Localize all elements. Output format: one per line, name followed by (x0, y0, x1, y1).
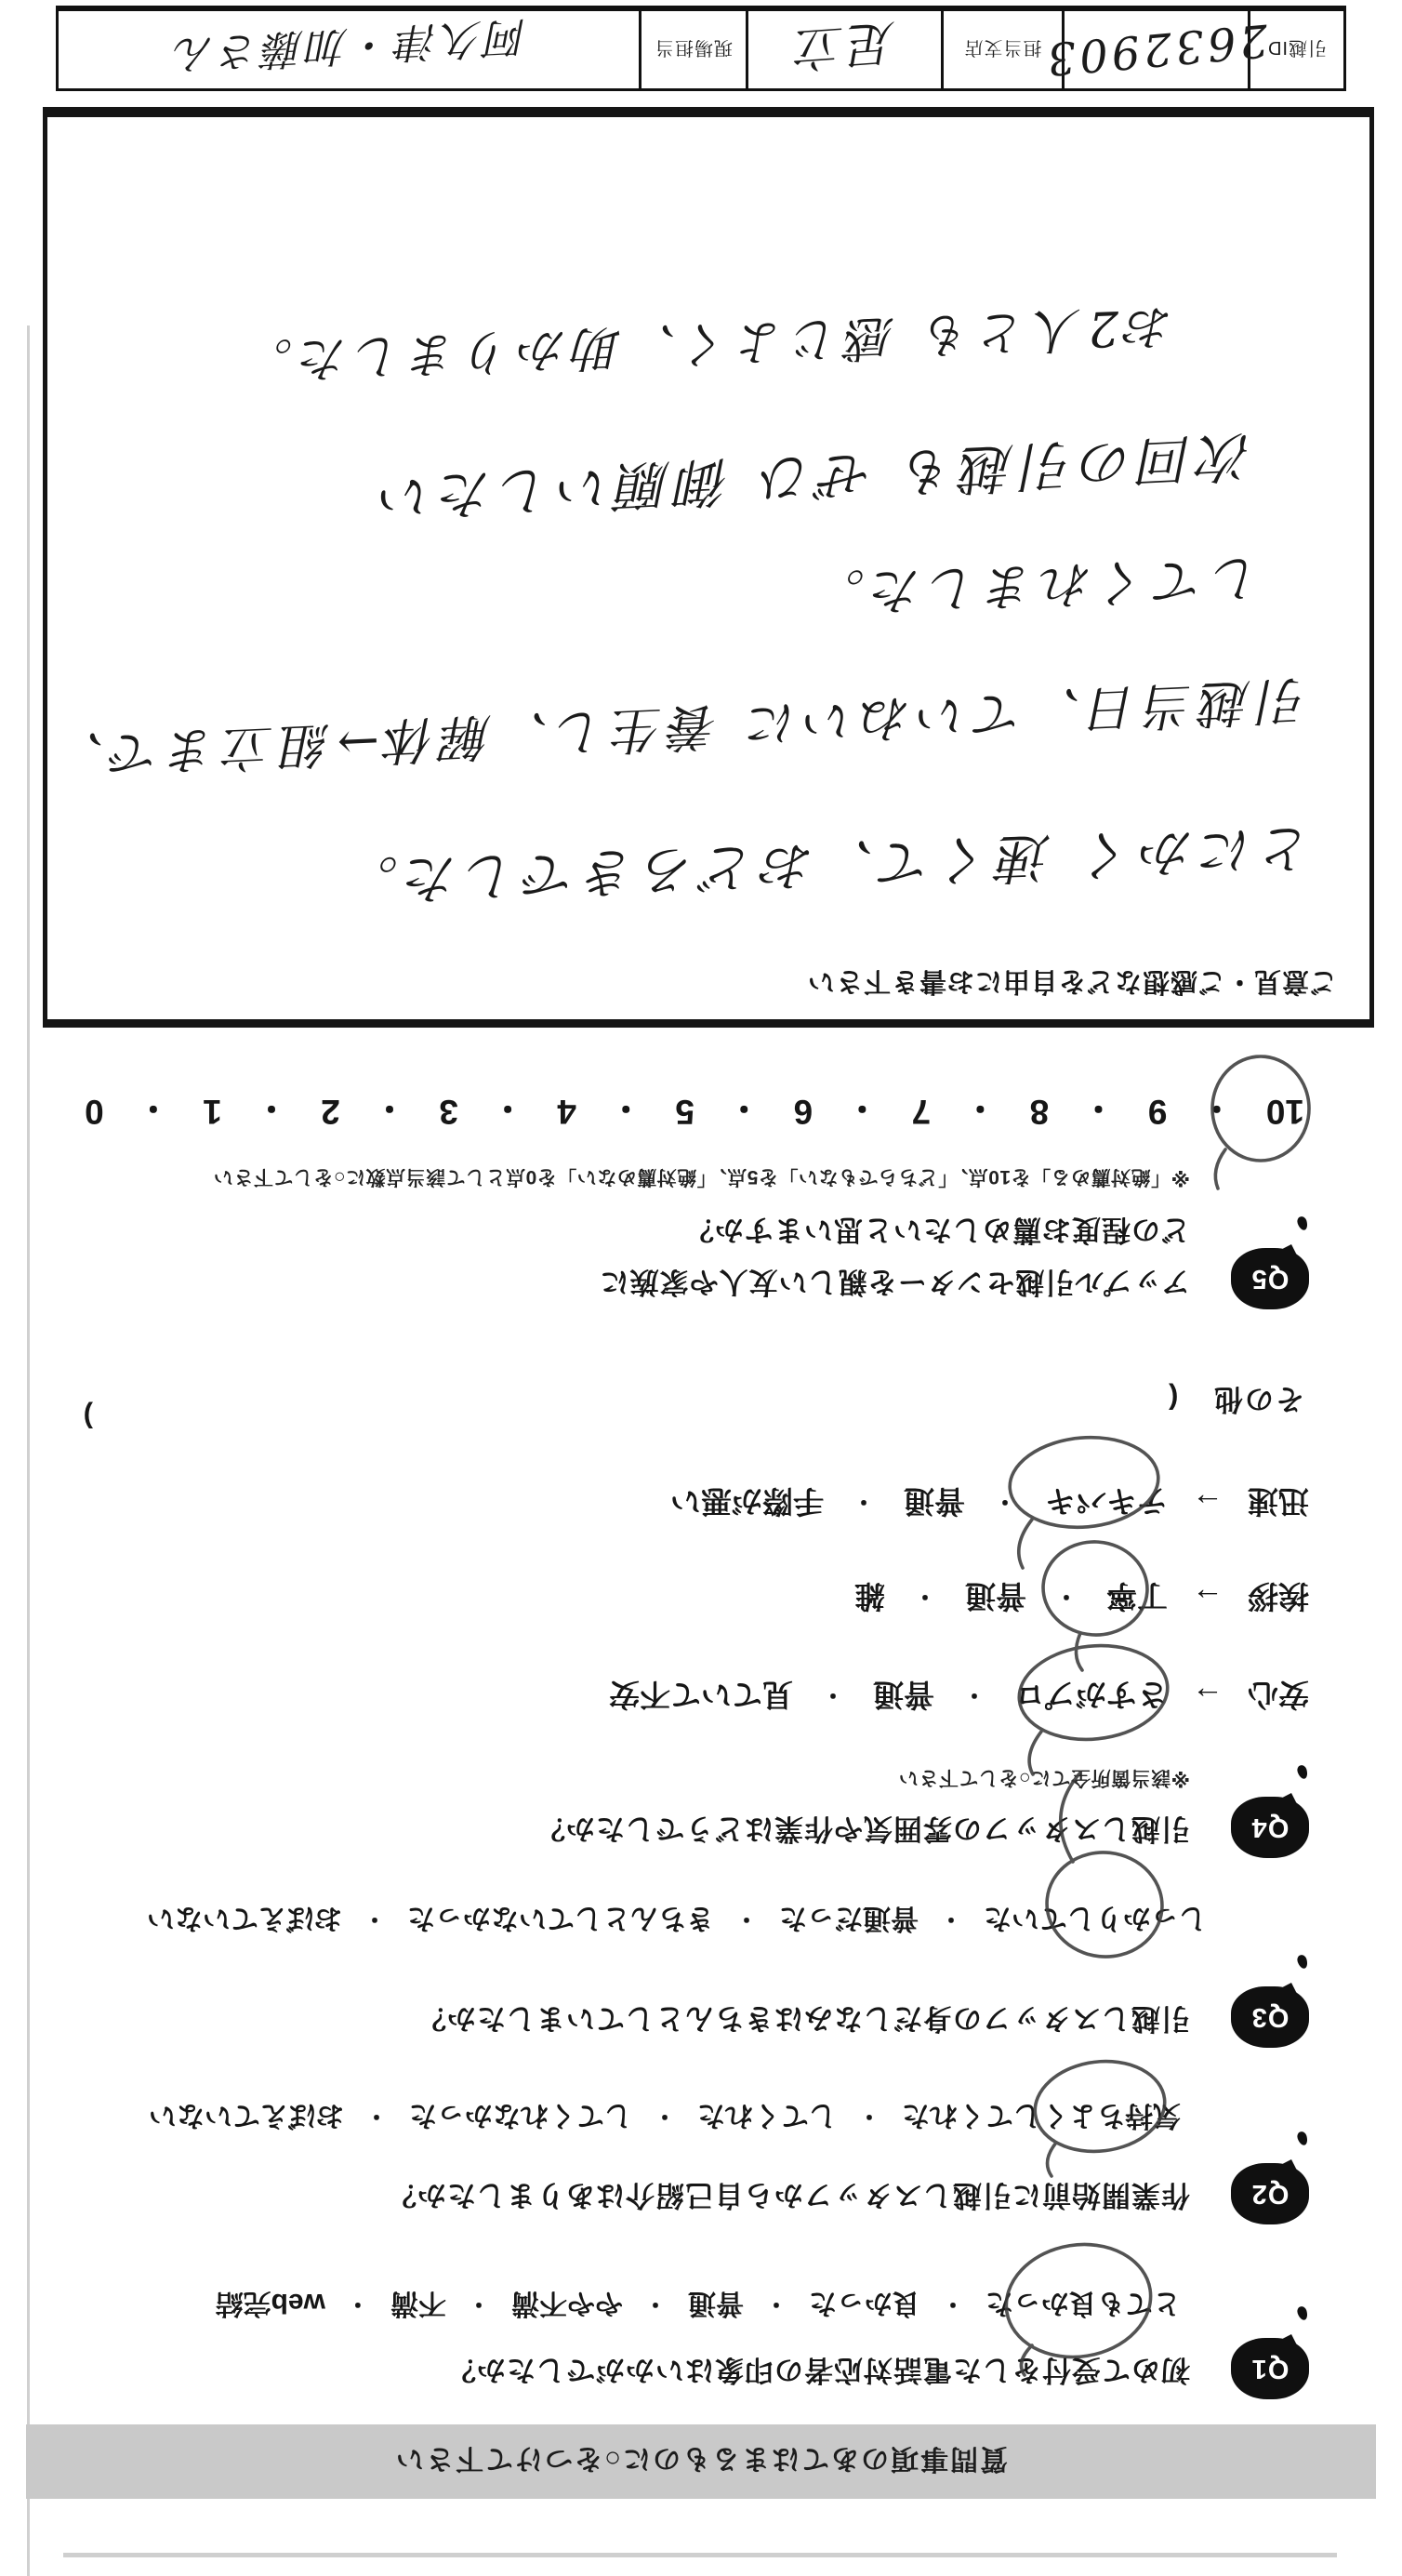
option-separator: ・ (961, 1681, 986, 1709)
scale-separator: ・ (1199, 1089, 1235, 1127)
scale-separator: ・ (372, 1089, 407, 1127)
scale-8: 8 (1029, 1093, 1050, 1131)
scale-separator: ・ (962, 1089, 998, 1127)
scale-7: 7 (911, 1093, 932, 1131)
option-separator: ・ (362, 1905, 387, 1934)
q4-other-label: その他 (1212, 1383, 1304, 1415)
q3-option-4: おぼえていない (146, 1903, 342, 1933)
scale-separator: ・ (490, 1089, 525, 1127)
scale-9: 9 (1147, 1093, 1168, 1131)
q3-balloon-icon (1231, 1986, 1309, 2048)
footer-label-staff: 現場担当 (639, 11, 746, 88)
scale-3: 3 (439, 1093, 458, 1131)
handwritten-comment-line-2: 引越当日、ていねいに 養生し、解体→組立まで、 (46, 670, 1310, 786)
scale-2: 2 (321, 1093, 340, 1131)
option-separator: ・ (851, 1488, 876, 1516)
q4-anshin-option-3: 見ていて不安 (608, 1678, 793, 1712)
q5-title-line2: どの程度お薦めしたいと思いますか？ (684, 1214, 1190, 1246)
q4-aisatsu-option-1: 丁寧 (1106, 1579, 1168, 1613)
arrow-icon: → (1192, 1680, 1223, 1715)
q4-anshin-option-2: 普通 (872, 1678, 934, 1712)
pen-circle-q2-tail (1048, 2143, 1056, 2176)
q5-scale-row (85, 1086, 1304, 1136)
option-separator: ・ (642, 2291, 668, 2319)
scale-1: 1 (203, 1093, 222, 1131)
handwritten-move-id: 2632903 (1041, 14, 1271, 86)
option-separator: ・ (763, 2291, 788, 2319)
q2-option-1: 気持ちよくしてくれた (902, 2100, 1181, 2131)
scale-separator: ・ (726, 1089, 761, 1127)
option-separator: ・ (856, 2103, 881, 2131)
option-separator: ・ (1053, 1583, 1078, 1611)
instruction-bar (26, 2424, 1376, 2499)
q4-row-aisatsu (854, 1576, 1309, 1620)
q4-balloon-icon (1231, 1797, 1309, 1858)
footer-value-staff (59, 11, 639, 88)
scale-4: 4 (557, 1093, 576, 1131)
q4-aisatsu-option-3: 雑 (853, 1579, 885, 1613)
pen-circle-q4-jinsoku-tail (1019, 1520, 1032, 1568)
q4-aspect-anshin: 安心 (1248, 1678, 1309, 1712)
q2-options-row (149, 2098, 1181, 2139)
pen-circle-q5-tail (1215, 1149, 1225, 1188)
q3-title: 引越しスタッフの身だしなみはきちんとしていましたか？ (417, 2002, 1190, 2035)
q4-note: ※該当箇所全てに○をして下さい (898, 1767, 1190, 1788)
option-separator: ・ (345, 2291, 370, 2319)
q4-aisatsu-option-2: 普通 (964, 1579, 1026, 1613)
balloon-drop-icon (1296, 2131, 1309, 2146)
q4-other-open-paren: ( (1167, 1383, 1179, 1415)
balloon-drop-icon (1296, 1954, 1309, 1970)
q4-jinsoku-option-1: テキパキ (1045, 1484, 1168, 1519)
scale-5: 5 (675, 1093, 695, 1131)
q3-option-3: きちんとしていなかった (406, 1903, 714, 1933)
balloon-drop-icon (1296, 1764, 1309, 1780)
comment-box-header: ご意見・ご感想などを自由にお書き下さい (806, 966, 1337, 996)
q3-number: Q3 (1250, 2002, 1290, 2033)
handwritten-comment-line-3: してくれました。 (807, 548, 1263, 623)
q5-title-line1: アップル引越センターを親しい友人や家族に (599, 1266, 1190, 1298)
option-separator: ・ (652, 2103, 677, 2131)
option-separator: ・ (466, 2291, 491, 2319)
footer-label-move-id: 引越ID (1248, 11, 1343, 88)
q1-option-6: web完結 (215, 2288, 325, 2318)
q4-row-jinsoku (670, 1481, 1309, 1525)
q3-option-2: 普通だった (778, 1903, 919, 1933)
handwritten-staff-names: 阿久津・加藤さん (168, 12, 528, 79)
option-separator: ・ (820, 1681, 845, 1709)
scale-6: 6 (793, 1093, 813, 1131)
q2-option-2: してくれた (696, 2100, 837, 2131)
q4-jinsoku-option-3: 手際が悪い (669, 1484, 824, 1519)
q4-number: Q4 (1250, 1812, 1290, 1843)
balloon-drop-icon (1296, 2305, 1309, 2321)
footer-label-branch: 担当支店 (941, 11, 1062, 88)
scale-separator: ・ (254, 1089, 289, 1127)
q1-option-1: とても良かった (985, 2288, 1181, 2318)
q3-option-1: しっかりしていた (984, 1903, 1207, 1933)
scan-edge-shadow-top (63, 2553, 1337, 2557)
footer-value-branch (746, 11, 941, 88)
q4-other-row (1167, 1381, 1304, 1423)
q4-jinsoku-option-2: 普通 (903, 1484, 965, 1519)
arrow-icon: → (1192, 1581, 1223, 1616)
q1-title: 初めて受付をした電話対応者の印象はいかがでしたか？ (446, 2354, 1190, 2386)
scale-0: 0 (85, 1093, 104, 1131)
q2-option-3: してくれなかった (408, 2100, 632, 2131)
q1-option-5: 不満 (390, 2288, 446, 2318)
q2-balloon-icon (1231, 2163, 1309, 2224)
option-separator: ・ (940, 2291, 965, 2319)
handwritten-comment-line-5: お2人とも 感じよく、助かりました。 (237, 297, 1175, 390)
q4-anshin-option-1: さすがプロ (1014, 1678, 1168, 1712)
q5-number: Q5 (1250, 1264, 1290, 1295)
q1-balloon-icon (1231, 2338, 1309, 2399)
arrow-icon: → (1192, 1486, 1223, 1521)
balloon-drop-icon (1296, 1215, 1309, 1231)
option-separator: ・ (364, 2103, 389, 2131)
footer-value-move-id (1041, 11, 1271, 88)
q1-option-4: やや不満 (510, 2288, 623, 2318)
q1-number: Q1 (1250, 2354, 1290, 2384)
pen-circle-q4-aisatsu-tail (1076, 1633, 1082, 1670)
scale-10: 10 (1265, 1093, 1304, 1131)
scale-separator: ・ (136, 1089, 171, 1127)
instruction-bar-text: 質問事項のあてはまるものに○をつけて下さい (393, 2443, 1009, 2474)
q2-option-4: おぼえていない (148, 2100, 344, 2131)
handwritten-comment-line-4: 次回の引越も ぜひ 御願いしたい (372, 423, 1254, 529)
handwritten-comment-line-1: とにかく 速くて、おどろきでした。 (338, 816, 1315, 912)
handwritten-branch: 足立 (790, 13, 899, 76)
q5-note: ※「絶対薦める」を10点、「どちらでもない」を5点、「絶対薦めない」を0点として該当点数に○をして下さい (213, 1166, 1190, 1188)
scale-separator: ・ (1081, 1089, 1117, 1127)
footer-id-table (56, 6, 1346, 91)
scale-separator: ・ (608, 1089, 643, 1127)
scan-edge-shadow-side (27, 325, 30, 2576)
q4-other-close-paren: ) (81, 1401, 93, 1434)
q1-option-2: 良かった (808, 2288, 920, 2318)
q4-aspect-aisatsu: 挨拶 (1248, 1579, 1309, 1613)
q5-balloon-icon (1231, 1248, 1309, 1309)
option-separator: ・ (734, 1905, 759, 1934)
q3-options-row (147, 1901, 1207, 1942)
option-separator: ・ (912, 1583, 937, 1611)
option-separator: ・ (992, 1488, 1017, 1516)
q4-row-anshin (609, 1675, 1309, 1719)
option-separator: ・ (938, 1905, 963, 1934)
q4-title: 引越しスタッフの雰囲気や作業はどうでしたか？ (536, 1812, 1190, 1845)
q4-aspect-jinsoku: 迅速 (1248, 1484, 1309, 1519)
q1-options-row (216, 2286, 1181, 2327)
scale-separator: ・ (844, 1089, 880, 1127)
q1-option-3: 普通 (687, 2288, 744, 2318)
q2-number: Q2 (1250, 2179, 1290, 2210)
q2-title: 作業開始前に引越しスタッフから自己紹介はありましたか？ (387, 2179, 1190, 2211)
